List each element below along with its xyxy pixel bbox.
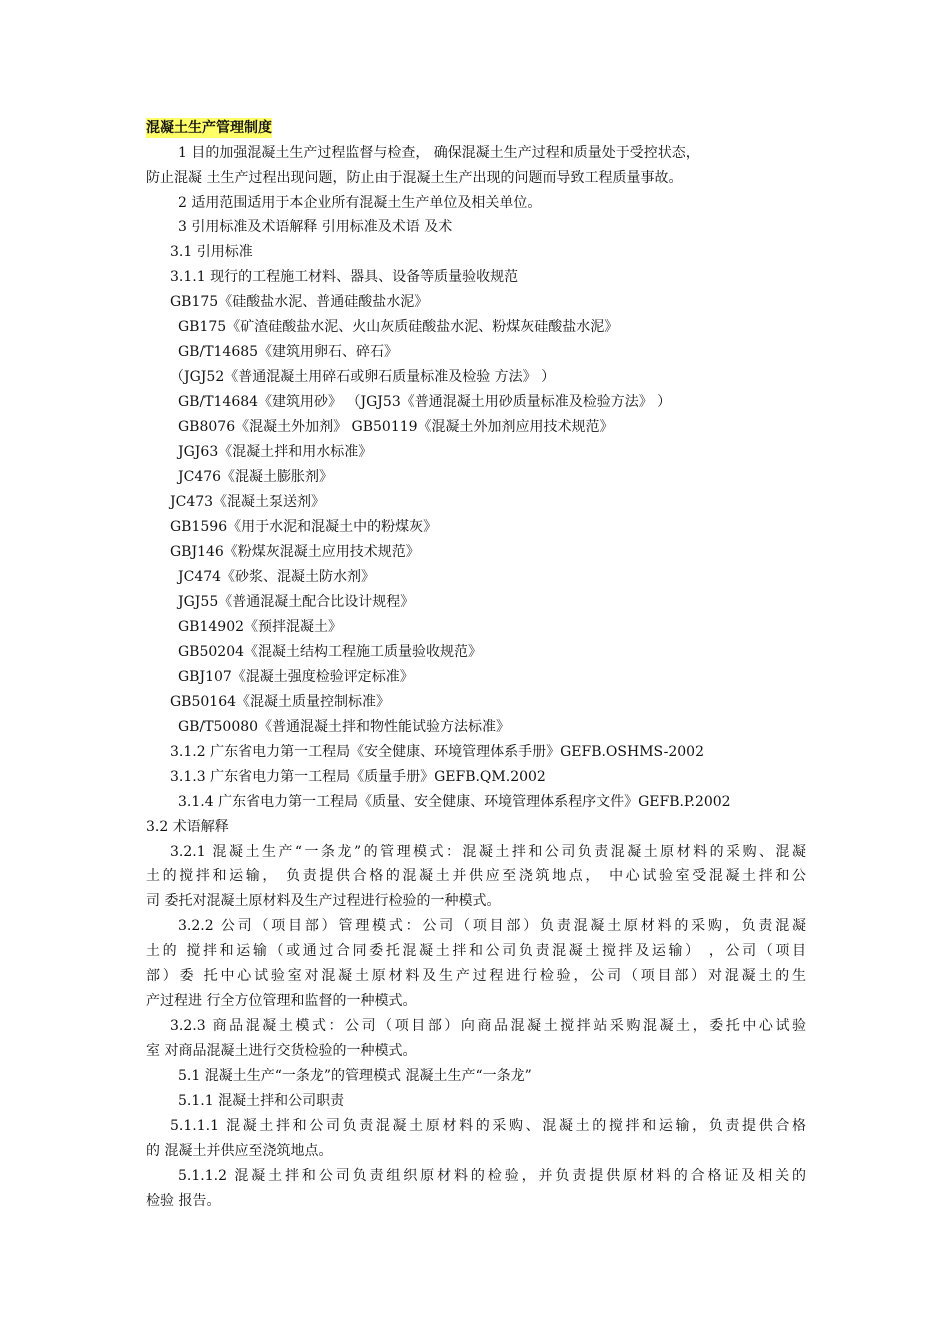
paragraph-line: 3.2.3 商品混凝土模式：公司（项目部）向商品混凝土搅拌站采购混凝土，委托中心试验 xyxy=(170,1018,806,1034)
paragraph-line: 5.1.1.2 混凝土拌和公司负责组织原材料的检验，并负责提供原材料的合格证及相关的 xyxy=(178,1168,806,1184)
paragraph-line: 3.1.1 现行的工程施工材料、器具、设备等质量验收规范 xyxy=(170,269,519,285)
standard-line: JC474《砂浆、混凝土防水剂》 xyxy=(178,569,376,585)
standard-line: GBJ146《粉煤灰混凝土应用技术规范》 xyxy=(170,544,420,560)
standard-line: GB1596《用于水泥和混凝土中的粉煤灰》 xyxy=(170,519,438,535)
standard-line: GB14902《预拌混凝土》 xyxy=(178,619,343,635)
standard-line: GB/T50080《普通混凝土拌和物性能试验方法标准》 xyxy=(178,719,511,735)
standard-line: GB/T14685《建筑用卵石、碎石》 xyxy=(178,344,399,360)
paragraph-line: 产过程进 行全方位管理和监督的一种模式。 xyxy=(146,993,417,1009)
paragraph-line: 5.1 混凝土生产“一条龙”的管理模式 混凝土生产“一条龙” xyxy=(178,1068,532,1084)
section-heading: 3.2 术语解释 xyxy=(146,819,229,835)
paragraph-line: 3.2.2 公司（项目部）管理模式：公司（项目部）负责混凝土原材料的采购，负责混凝 xyxy=(178,918,806,934)
standard-line: JGJ63《混凝土拌和用水标准》 xyxy=(178,444,373,460)
paragraph-line: 3.1.4 广东省电力第一工程局《质量、安全健康、环境管理体系程序文件》GEFB.P.2002 xyxy=(178,794,731,810)
standard-line: JC473《混凝土泵送剂》 xyxy=(170,494,326,510)
paragraph-line: 土的 搅拌和运输（或通过合同委托混凝土拌和公司负责混凝土搅拌及运输） ，公司（项目 xyxy=(146,943,806,959)
standard-line: JGJ55《普通混凝土配合比设计规程》 xyxy=(178,594,415,610)
paragraph-line: 1 目的加强混凝土生产过程监督与检查， 确保混凝土生产过程和质量处于受控状态， xyxy=(178,145,700,161)
paragraph-line: 的 混凝土并供应至浇筑地点。 xyxy=(146,1143,333,1159)
paragraph-line: 3.1 引用标准 xyxy=(170,244,253,260)
paragraph-line: 2 适用范围适用于本企业所有混凝土生产单位及相关单位。 xyxy=(178,195,542,211)
paragraph-line: 司 委托对混凝土原材料及生产过程进行检验的一种模式。 xyxy=(146,893,501,909)
document-title: 混凝土生产管理制度 xyxy=(146,120,272,136)
standard-line: GB/T14684《建筑用砂》 （JGJ53《普通混凝土用砂质量标准及检验方法》 ） xyxy=(178,394,672,410)
paragraph-line: 检验 报告。 xyxy=(146,1193,221,1209)
paragraph-line: 3.2.1 混凝土生产“一条龙”的管理模式：混凝土拌和公司负责混凝土原材料的采购、混凝 xyxy=(170,844,806,860)
paragraph-line: 部）委 托中心试验室对混凝土原材料及生产过程进行检验，公司（项目部）对混凝土的生 xyxy=(146,968,806,984)
standard-line: GB50164《混凝土质量控制标准》 xyxy=(170,694,391,710)
standard-line: GBJ107《混凝土强度检验评定标准》 xyxy=(178,669,414,685)
paragraph-line: 3.1.3 广东省电力第一工程局《质量手册》GEFB.QM.2002 xyxy=(170,769,546,785)
paragraph-line: 5.1.1.1 混凝土拌和公司负责混凝土原材料的采购、混凝土的搅拌和运输，负责提供合格 xyxy=(170,1118,806,1134)
standard-line: GB8076《混凝土外加剂》 GB50119《混凝土外加剂应用技术规范》 xyxy=(178,419,614,435)
standard-line: GB175《矿渣硅酸盐水泥、火山灰质硅酸盐水泥、粉煤灰硅酸盐水泥》 xyxy=(178,319,619,335)
paragraph-line: 3 引用标准及术语解释 引用标准及术语 及术 xyxy=(178,219,453,235)
paragraph-line: 土的搅拌和运输， 负责提供合格的混凝土并供应至浇筑地点， 中心试验室受混凝土拌和公 xyxy=(146,868,806,884)
standard-line: GB175《硅酸盐水泥、普通硅酸盐水泥》 xyxy=(170,294,429,310)
paragraph-line: 防止混凝 土生产过程出现问题，防止由于混凝土生产出现的问题而导致工程质量事故。 xyxy=(146,170,683,186)
standard-line: JC476《混凝土膨胀剂》 xyxy=(178,469,334,485)
standard-line: GB50204《混凝土结构工程施工质量验收规范》 xyxy=(178,644,483,660)
paragraph-line: 3.1.2 广东省电力第一工程局《安全健康、环境管理体系手册》GEFB.OSHMS-2002 xyxy=(170,744,705,760)
paragraph-line: 室 对商品混凝土进行交货检验的一种模式。 xyxy=(146,1043,417,1059)
standard-line: （JGJ52《普通混凝土用碎石或卵石质量标准及检验 方法》 ） xyxy=(170,369,556,385)
paragraph-line: 5.1.1 混凝土拌和公司职责 xyxy=(178,1093,345,1109)
